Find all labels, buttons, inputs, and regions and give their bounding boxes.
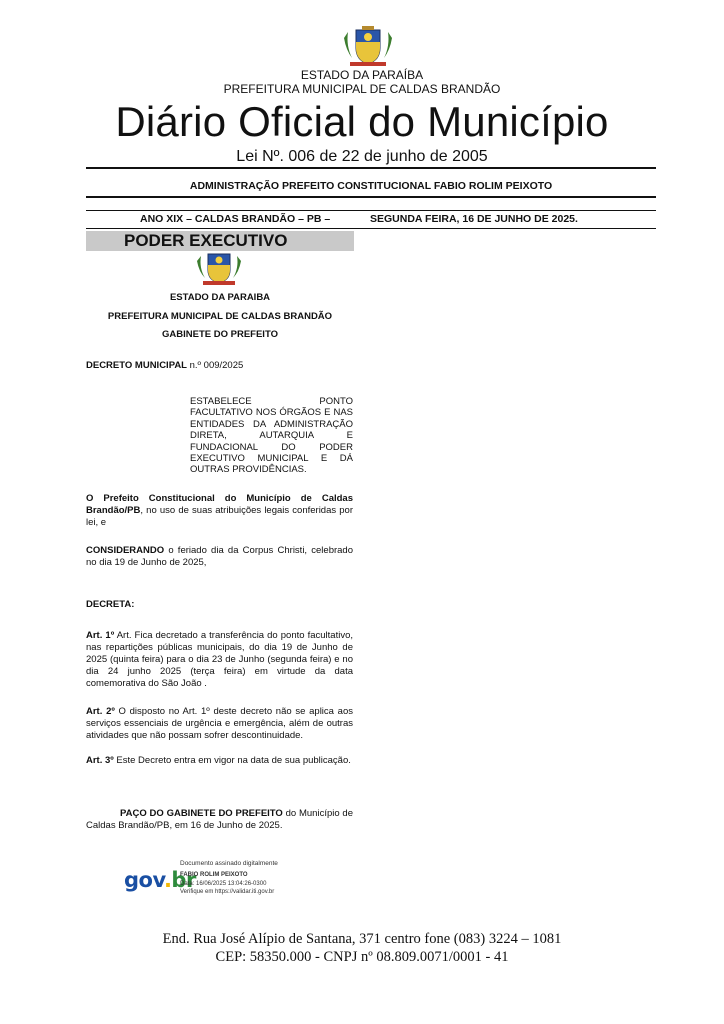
decree-ementa: ESTABELECE PONTO FACULTATIVO NOS ÓRGÃOS E NAS ENTIDADES DA ADMINISTRAÇÃO DIRETA, AUTARQUIA E FUNDACIONAL DO PODER EXECUTIVO MUNICIPAL E DÁ OUTRAS PROVIDÊNCIAS.: [190, 396, 353, 476]
divider: [86, 210, 656, 211]
section-title: PODER EXECUTIVO: [124, 231, 288, 250]
article-1-label: Art. 1º: [86, 630, 115, 641]
considering-text: o feriado dia da Corpus Christi, celebrado no dia 19 de Junho de 2025,: [86, 545, 353, 568]
header-state: ESTADO DA PARAÍBA: [300, 68, 424, 82]
preamble-text: , no uso de suas atribuições legais conferidas por lei, e: [86, 505, 353, 528]
article-2: [86, 706, 353, 742]
article-2-text: O disposto no Art. 1º deste decreto não se aplica aos serviços essenciais de urgência e emergência, além de outras atividades que não possam sofrer descontinuidade.: [86, 706, 353, 741]
article-1: [86, 630, 353, 690]
section-prefecture: PREFEITURA MUNICIPAL DE CALDAS BRANDÃO: [107, 311, 333, 322]
footer-cep-cnpj: CEP: 58350.000 - CNPJ nº 08.809.0071/0001 - 41: [215, 949, 509, 965]
divider: [86, 167, 656, 169]
signature-caption: Documento assinado digitalmente: [180, 860, 278, 867]
header-prefecture: PREFEITURA MUNICIPAL DE CALDAS BRANDÃO: [223, 82, 501, 96]
considering-label: CONSIDERANDO: [86, 545, 165, 556]
article-3-label: Art. 3º: [86, 755, 114, 766]
signature-info: [180, 860, 278, 896]
article-2-label: Art. 2º: [86, 706, 115, 717]
section-state: ESTADO DA PARAIBA: [169, 292, 271, 303]
decree-preamble: [86, 493, 353, 529]
govbr-logo-br: br: [171, 868, 196, 892]
page-title: Diário Oficial do Município: [115, 98, 609, 145]
decree-heading: [86, 360, 353, 372]
preamble-authority: O Prefeito Constitucional do Município de Caldas Brandão/PB: [86, 493, 353, 516]
municipal-crest-logo: [342, 24, 394, 68]
decree-considering: [86, 545, 353, 569]
divider: [86, 228, 656, 229]
article-1-text: Art. Fica decretado a transferência do ponto facultativo, nas repartições públicas municipais, do dia 19 de Junho de 2025 (quinta feira) para o dia 23 de Junho (segunda feira) e no dia 24 junho 2025 (terça feira) em virtude da data comemorativa do São João .: [86, 630, 353, 689]
signature-date: Data: 16/06/2025 13:04:26-0300: [180, 880, 267, 887]
municipal-crest-logo-small: [196, 250, 242, 286]
footer-address: End. Rua José Alípio de Santana, 371 centro fone (083) 3224 – 1081: [162, 931, 562, 947]
govbr-logo-dot: .: [163, 868, 172, 892]
decree-label: DECRETO MUNICIPAL: [86, 360, 187, 371]
govbr-logo-gov: gov: [124, 868, 164, 892]
section-title-bar: [86, 231, 354, 251]
signature-verify-link[interactable]: Verifique em https://validar.iti.gov.br: [180, 888, 275, 895]
section-office: GABINETE DO PREFEITO: [162, 329, 278, 340]
decree-closing: [86, 808, 353, 832]
decree-decrees-label: DECRETA:: [86, 599, 135, 610]
article-3: [86, 755, 353, 767]
administration-line: ADMINISTRAÇÃO PREFEITO CONSTITUCIONAL FABIO ROLIM PEIXOTO: [189, 180, 553, 192]
article-3-text: Este Decreto entra em vigor na data de sua publicação.: [113, 755, 351, 766]
divider: [86, 196, 656, 198]
signer-name: FABIO ROLIM PEIXOTO: [180, 872, 248, 879]
decree-number: n.º 009/2025: [186, 360, 244, 371]
digital-signature-stamp: [120, 860, 320, 906]
founding-law: Lei Nº. 006 de 22 de junho de 2005: [236, 148, 488, 165]
edition-date: SEGUNDA FEIRA, 16 DE JUNHO DE 2025.: [370, 213, 578, 225]
closing-text: do Município de Caldas Brandão/PB, em 16 de Junho de 2025.: [86, 808, 353, 831]
closing-place: PAÇO DO GABINETE DO PREFEITO: [120, 808, 283, 819]
edition-year-city: ANO XIX – CALDAS BRANDÃO – PB –: [140, 213, 331, 225]
